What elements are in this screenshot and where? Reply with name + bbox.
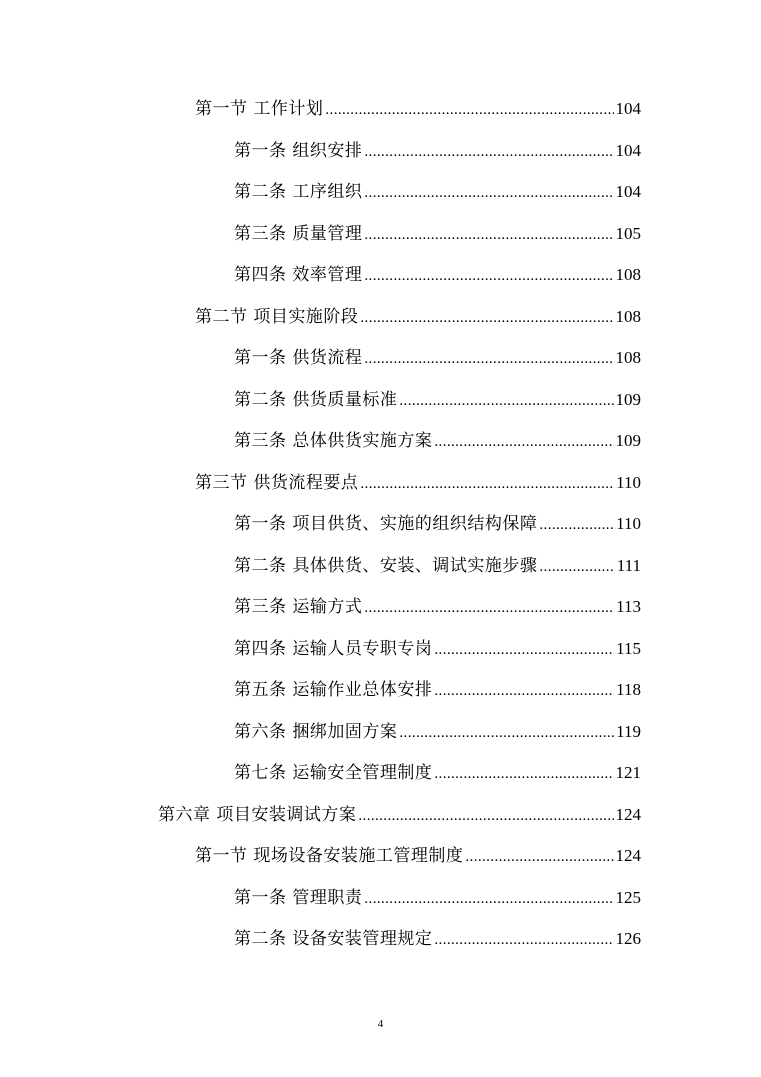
- toc-entry-page: 125: [615, 888, 641, 907]
- toc-entry-title: 第三条 质量管理: [234, 224, 363, 244]
- toc-entry[interactable]: [234, 262, 641, 288]
- page-number: 4: [377, 1018, 384, 1030]
- toc-entry[interactable]: [234, 179, 641, 205]
- toc-entry[interactable]: [234, 345, 641, 371]
- toc-entry-title: 第三条 总体供货实施方案: [234, 431, 433, 451]
- toc-entry-page: 119: [616, 722, 641, 741]
- toc-entry-title: 第二条 供货质量标准: [234, 390, 398, 410]
- toc-entry-page: 111: [616, 556, 641, 575]
- toc-entry-title: 第一条 供货流程: [234, 348, 363, 368]
- toc-dot-leader: [364, 595, 614, 621]
- toc-entry-title: 第一条 组织安排: [234, 141, 363, 161]
- toc-dot-leader: [434, 637, 614, 663]
- toc-entry[interactable]: [234, 138, 641, 164]
- toc-entry-title: 第四条 效率管理: [234, 265, 363, 285]
- toc-dot-leader: [360, 471, 614, 497]
- toc-entry[interactable]: [195, 304, 641, 330]
- toc-entry-title: 第三节 供货流程要点: [195, 473, 359, 493]
- toc-dot-leader: [434, 429, 613, 455]
- toc-dot-leader: [364, 222, 613, 248]
- toc-dot-leader: [364, 886, 613, 912]
- toc-entry[interactable]: [234, 885, 641, 911]
- toc-entry[interactable]: [234, 719, 641, 745]
- toc-dot-leader: [399, 720, 614, 746]
- toc-dot-leader: [434, 678, 614, 704]
- toc-entry[interactable]: [234, 760, 641, 786]
- toc-dot-leader: [539, 554, 614, 580]
- toc-entry-page: 121: [615, 763, 641, 782]
- toc-entry-page: 115: [616, 639, 641, 658]
- toc-entry[interactable]: [195, 96, 641, 122]
- toc-entry-page: 124: [615, 846, 641, 865]
- toc-entry-page: 108: [615, 265, 641, 284]
- toc-dot-leader: [364, 139, 613, 165]
- toc-entry[interactable]: [158, 802, 641, 828]
- toc-entry-title: 第四条 运输人员专职专岗: [234, 639, 433, 659]
- toc-dot-leader: [360, 305, 613, 331]
- toc-dot-leader: [358, 803, 613, 829]
- toc-dot-leader: [399, 388, 613, 414]
- toc-entry[interactable]: [234, 926, 641, 952]
- toc-entry-page: 118: [616, 680, 641, 699]
- toc-dot-leader: [325, 97, 613, 123]
- toc-entry-title: 第二节 项目实施阶段: [195, 307, 359, 327]
- toc-entry[interactable]: [234, 594, 641, 620]
- toc-entry-page: 113: [616, 597, 641, 616]
- toc-entry-page: 126: [615, 929, 641, 948]
- toc-entry[interactable]: [195, 843, 641, 869]
- toc-entry-page: 104: [615, 182, 641, 201]
- toc-entry-title: 第一节 现场设备安装施工管理制度: [195, 846, 464, 866]
- toc-entry-page: 108: [615, 307, 641, 326]
- toc-entry-page: 104: [615, 141, 641, 160]
- toc-entry[interactable]: [195, 470, 641, 496]
- toc-entry-title: 第二条 具体供货、安装、调试实施步骤: [234, 556, 538, 576]
- toc-entry-title: 第六条 捆绑加固方案: [234, 722, 398, 742]
- toc-entry[interactable]: [234, 553, 641, 579]
- toc-dot-leader: [364, 346, 613, 372]
- toc-entry[interactable]: [234, 221, 641, 247]
- toc-entry-title: 第一节 工作计划: [195, 99, 324, 119]
- toc-entry[interactable]: [234, 511, 641, 537]
- toc-entry-title: 第二条 工序组织: [234, 182, 363, 202]
- toc-entry-page: 109: [615, 390, 641, 409]
- toc-entry-title: 第一条 项目供货、实施的组织结构保障: [234, 514, 538, 534]
- toc-entry-title: 第五条 运输作业总体安排: [234, 680, 433, 700]
- toc-entry[interactable]: [234, 636, 641, 662]
- toc-entry-page: 110: [616, 473, 641, 492]
- toc-entry-page: 110: [616, 514, 641, 533]
- toc-dot-leader: [434, 927, 613, 953]
- toc-entry-title: 第三条 运输方式: [234, 597, 363, 617]
- toc-entry-page: 104: [615, 99, 641, 118]
- toc-entry-page: 105: [615, 224, 641, 243]
- toc-dot-leader: [465, 844, 613, 870]
- toc-entry-title: 第七条 运输安全管理制度: [234, 763, 433, 783]
- toc-entry-page: 108: [615, 348, 641, 367]
- toc-dot-leader: [434, 761, 613, 787]
- toc-entry-page: 124: [615, 805, 641, 824]
- toc-dot-leader: [539, 512, 614, 538]
- toc-dot-leader: [364, 180, 613, 206]
- toc-entry-title: 第六章 项目安装调试方案: [158, 805, 357, 825]
- toc-entry-title: 第一条 管理职责: [234, 888, 363, 908]
- toc-entry[interactable]: [234, 428, 641, 454]
- toc-dot-leader: [364, 263, 613, 289]
- toc-entry-page: 109: [615, 431, 641, 450]
- toc-entry[interactable]: [234, 387, 641, 413]
- toc-entry[interactable]: [234, 677, 641, 703]
- toc-entry-title: 第二条 设备安装管理规定: [234, 929, 433, 949]
